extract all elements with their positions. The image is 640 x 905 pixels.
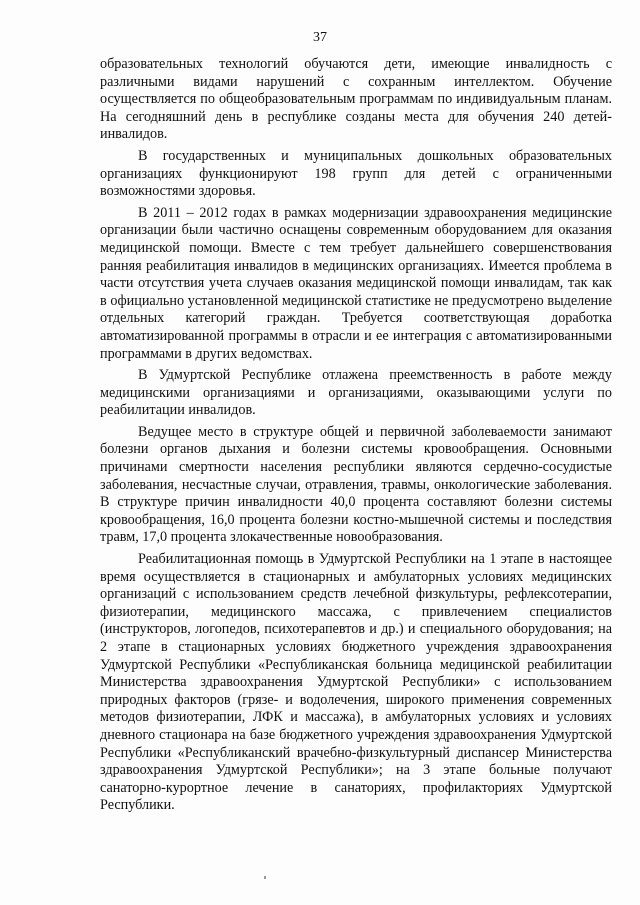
paragraph-rehabilitation-stages: Реабилитационная помощь в Удмуртской Республики на 1 этапе в настоящее время осуществляется в стационарных и амбулаторных условиях медицинских организаций с использованием средств лечебной физкультуры, рефлексотерапии, физиотерапии, медицинского массажа, с привлечением специалистов (инструкторов, логопедов, психотерапевтов и др.) и специального оборудования; на 2 этапе в стационарных условиях бюджетного учреждения здравоохранения Удмуртской Республики «Республиканская больница медицинской реабилитации Министерства здравоохранения Удмуртской Республики» с использованием природных факторов (грязе- и водолечения, широкого применения современных методов физиотерапии, ЛФК и массажа), в амбулаторных условиях и условиях дневного стационара на базе бюджетного учреждения здравоохранения Удмуртской Республики «Республиканский врачебно-физкультурный диспансер Министерства здравоохранения Удмуртской Республики»; на 3 этапе больные получают санаторно-курортное лечение в санаториях, профилакториях Удмуртской Республики. bbox=[100, 551, 612, 814]
paragraph-education-continuation: образовательных технологий обучаются дети, имеющие инвалидность с различными видами нарушений с сохранным интеллектом. Обучение осуществляется по общеобразовательным программам по индивидуальным планам. На сегодняшний день в республике созданы места для обучения 240 детей-инвалидов. bbox=[100, 56, 612, 143]
scan-speck bbox=[264, 876, 266, 879]
paragraph-preschool-groups: В государственных и муниципальных дошкольных образовательных организациях функционируют 198 групп для детей с ограниченными возможностями здоровья. bbox=[100, 147, 612, 200]
document-body bbox=[100, 56, 612, 819]
paragraph-continuity: В Удмуртской Республике отлажена преемственность в работе между медицинскими организациями и организациями, оказывающими услуги по реабилитации инвалидов. bbox=[100, 367, 612, 419]
paragraph-healthcare-modernization: В 2011 – 2012 годах в рамках модернизации здравоохранения медицинские организации были частично оснащены современным оборудованием для оказания медицинской помощи. Вместе с тем требует дальнейшего совершенствования ранняя реабилитация инвалидов в медицинских организациях. Имеется проблема в части отсутствия учета случаев оказания медицинской помощи инвалидам, так как в официально установленной медицинской статистике не предусмотрено выделение отдельных категорий граждан. Требуется соответствующая доработка автоматизированной программы в отрасли и ее интеграция с автоматизированными программами в других ведомствах. bbox=[100, 204, 612, 362]
paragraph-morbidity: Ведущее место в структуре общей и первичной заболеваемости занимают болезни органов дыхания и болезни системы кровообращения. Основными причинами смертности населения республики являются сердечно-сосудистые заболевания, несчастные случаи, отравления, травмы, онкологические заболевания. В структуре причин инвалидности 40,0 процента составляют болезни системы кровообращения, 16,0 процента болезни костно-мышечной системы и последствия травм, 17,0 процента злокачественные новообразования. bbox=[100, 423, 612, 546]
page-number: 37 bbox=[313, 30, 327, 45]
